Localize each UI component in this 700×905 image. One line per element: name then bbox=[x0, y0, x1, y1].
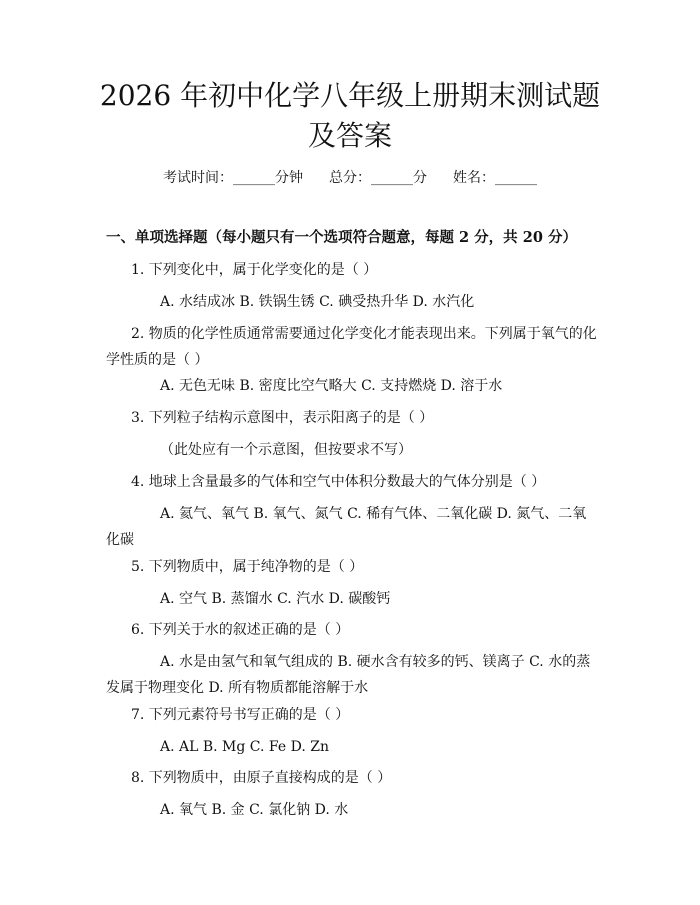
total-score-field: 总分：______分 bbox=[329, 170, 427, 186]
question-7-options: A. AL B. Mg C. Fe D. Zn bbox=[160, 739, 329, 755]
page-title: 2026 年初中化学八年级上册期末测试题及答案 bbox=[99, 79, 601, 152]
question-3-stem: 3. 下列粒子结构示意图中，表示阳离子的是（ ） bbox=[131, 410, 434, 426]
question-1-stem: 1. 下列变化中，属于化学变化的是（ ） bbox=[131, 262, 378, 278]
question-6-options: A. 水是由氢气和氧气组成的 B. 硬水含有较多的钙、镁离子 C. 水的蒸发属于物理变化 D. 所有物质都能溶解于水 bbox=[106, 654, 591, 696]
exam-time-field: 考试时间：______分钟 bbox=[163, 170, 303, 186]
student-name-field: 姓名：______ bbox=[453, 170, 537, 186]
question-8-options: A. 氧气 B. 金 C. 氯化钠 D. 水 bbox=[160, 802, 349, 818]
question-2-options: A. 无色无味 B. 密度比空气略大 C. 支持燃烧 D. 溶于水 bbox=[160, 378, 503, 394]
section-heading: 一、单项选择题（每小题只有一个选项符合题意，每题 2 分，共 20 分） bbox=[106, 229, 577, 246]
question-7-stem: 7. 下列元素符号书写正确的是（ ） bbox=[131, 707, 350, 723]
question-6-stem: 6. 下列关于水的叙述正确的是（ ） bbox=[131, 622, 350, 638]
question-5-stem: 5. 下列物质中，属于纯净物的是（ ） bbox=[131, 559, 364, 575]
question-4-options: A. 氦气、氧气 B. 氧气、氮气 C. 稀有气体、二氧化碳 D. 氮气、二氧化碳 bbox=[106, 506, 587, 548]
question-1-options: A. 水结成冰 B. 铁锅生锈 C. 碘受热升华 D. 水汽化 bbox=[160, 294, 475, 310]
question-2-stem: 2. 物质的化学性质通常需要通过化学变化才能表现出来。下列属于氧气的化学性质的是（ ） bbox=[106, 326, 597, 368]
question-3-note: （此处应有一个示意图，但按要求不写） bbox=[160, 442, 412, 458]
question-8-stem: 8. 下列物质中，由原子直接构成的是（ ） bbox=[131, 770, 392, 786]
exam-info-line bbox=[0, 168, 700, 188]
question-4-stem: 4. 地球上含量最多的气体和空气中体积分数最大的气体分别是（ ） bbox=[131, 474, 546, 490]
question-5-options: A. 空气 B. 蒸馏水 C. 汽水 D. 碳酸钙 bbox=[160, 591, 391, 607]
